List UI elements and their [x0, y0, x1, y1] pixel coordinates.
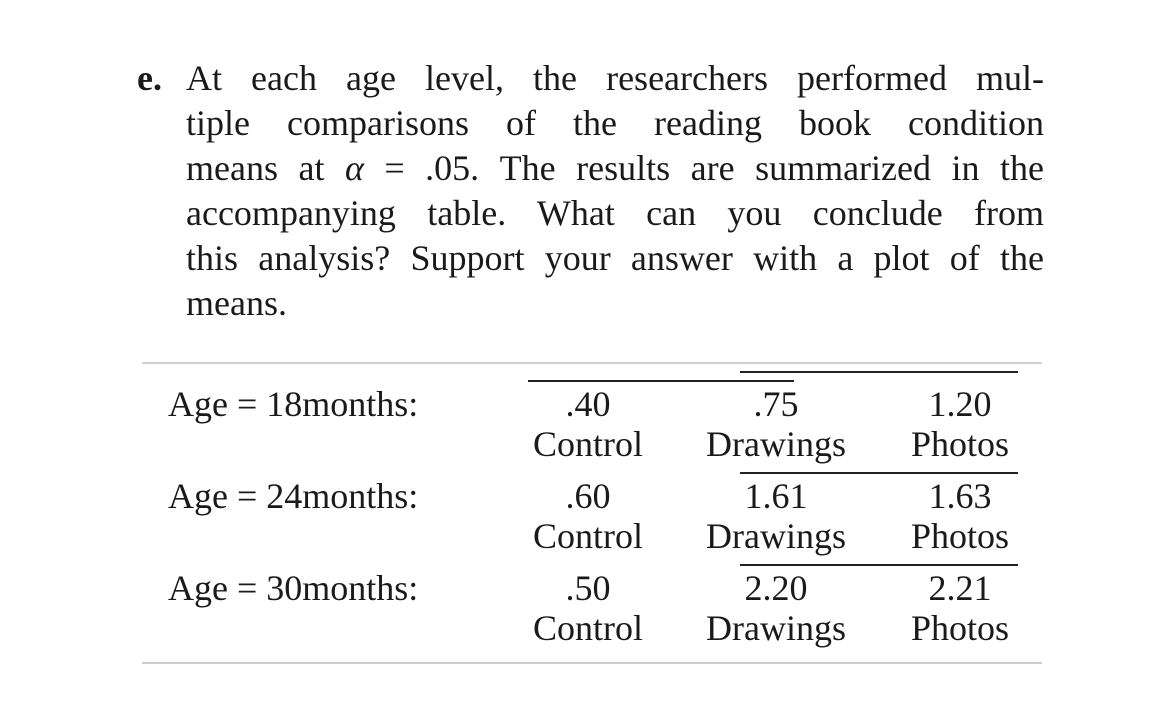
condition-label: Drawings	[706, 516, 846, 556]
problem-label: e.	[137, 58, 162, 98]
means-at-text: means at	[186, 148, 325, 188]
condition-label: Control	[532, 516, 643, 556]
condition-label: Photos	[910, 516, 1010, 556]
problem-text-line-2: tiple comparisons of the reading book condition	[186, 103, 1044, 143]
condition-label: Photos	[910, 608, 1010, 648]
grouping-bar	[740, 371, 1018, 373]
grouping-bar	[528, 380, 794, 382]
mean-value: 1.63	[928, 476, 992, 516]
mean-value: 1.61	[744, 476, 808, 516]
mean-value: 1.20	[928, 384, 992, 424]
alpha-value-text: = .05. The results are summarized in the	[363, 148, 1044, 188]
age-label-24: Age = 24months:	[168, 476, 419, 516]
mean-value: .50	[565, 568, 611, 608]
problem-text-line-1: At each age level, the researchers performed mul-	[186, 58, 1044, 98]
condition-label: Control	[532, 608, 643, 648]
problem-text-line-3	[186, 146, 1044, 191]
mean-value: .75	[753, 384, 799, 424]
alpha-symbol: α	[344, 148, 364, 188]
condition-label: Drawings	[706, 424, 846, 464]
condition-label: Control	[532, 424, 643, 464]
mean-value: 2.20	[744, 568, 808, 608]
grouping-bar	[740, 472, 1018, 474]
condition-label: Drawings	[706, 608, 846, 648]
table-top-rule	[142, 362, 1042, 364]
mean-value: 2.21	[928, 568, 992, 608]
mean-value: .60	[565, 476, 611, 516]
condition-label: Photos	[910, 424, 1010, 464]
problem-text-line-4: accompanying table. What can you conclude from	[186, 193, 1044, 233]
age-label-18: Age = 18months:	[168, 384, 419, 424]
grouping-bar	[740, 564, 1018, 566]
problem-text-line-6: means.	[186, 283, 287, 323]
mean-value: .40	[565, 384, 611, 424]
age-label-30: Age = 30months:	[168, 568, 419, 608]
table-bottom-rule	[142, 662, 1042, 664]
problem-text-line-5: this analysis? Support your answer with a plot of the	[186, 238, 1044, 278]
